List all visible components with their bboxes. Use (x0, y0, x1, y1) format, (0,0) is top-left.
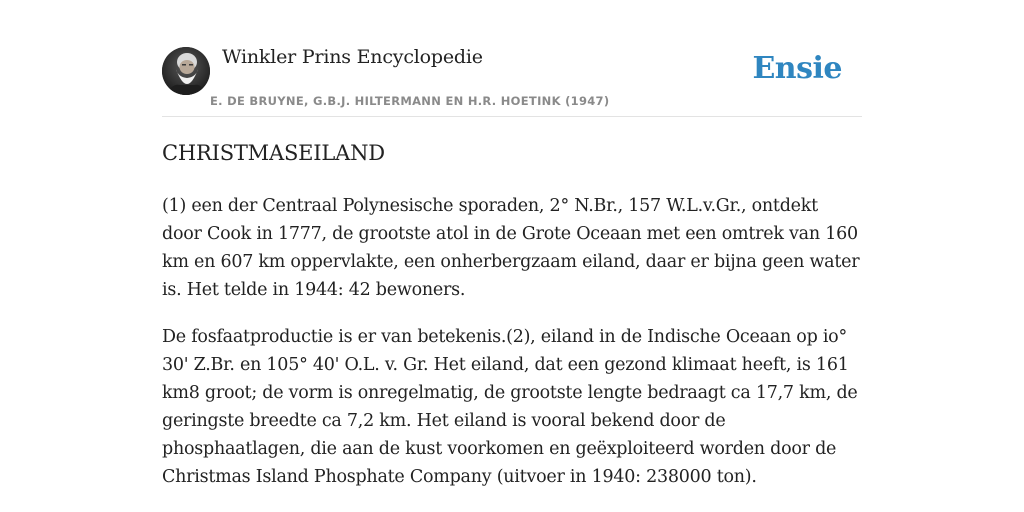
header (162, 46, 862, 117)
bearded-man-portrait-icon (162, 47, 210, 95)
article-paragraph: De fosfaatproductie is er van betekenis.(2), eiland in de Indische Oceaan op io° 30' Z.Br. en 105° 40' O.L. v. Gr. Het eiland, dat een gezond klimaat heeft, is 161 km8 groot; de vorm is onregelmatig, de grootste lengte bedraagt ca 17,7 km, de geringste breedte ca 7,2 km. Het eiland is vooral bekend door de phosphaatlagen, die aan de kust voorkomen en geëxploiteerd worden door de Christmas Island Phosphate Company (uitvoer in 1940: 238000 ton). (162, 327, 858, 487)
site-title[interactable]: Winkler Prins Encyclopedie (222, 46, 483, 68)
authors-line: E. DE BRUYNE, G.B.J. HILTERMANN EN H.R. HOETINK (1947) (210, 94, 610, 108)
brand-logo[interactable]: Ensie (752, 51, 842, 86)
article-paragraph: (1) een der Centraal Polynesische sporaden, 2° N.Br., 157 W.L.v.Gr., ontdekt door Cook in 1777, de grootste atol in de Grote Oceaan met een omtrek van 160 km en 607 km oppervlakte, een onherbergzaam eiland, daar er bijna geen water is. Het telde in 1944: 42 bewoners. (162, 196, 860, 300)
article-title: CHRISTMASEILAND (162, 141, 385, 165)
avatar[interactable] (162, 47, 210, 95)
